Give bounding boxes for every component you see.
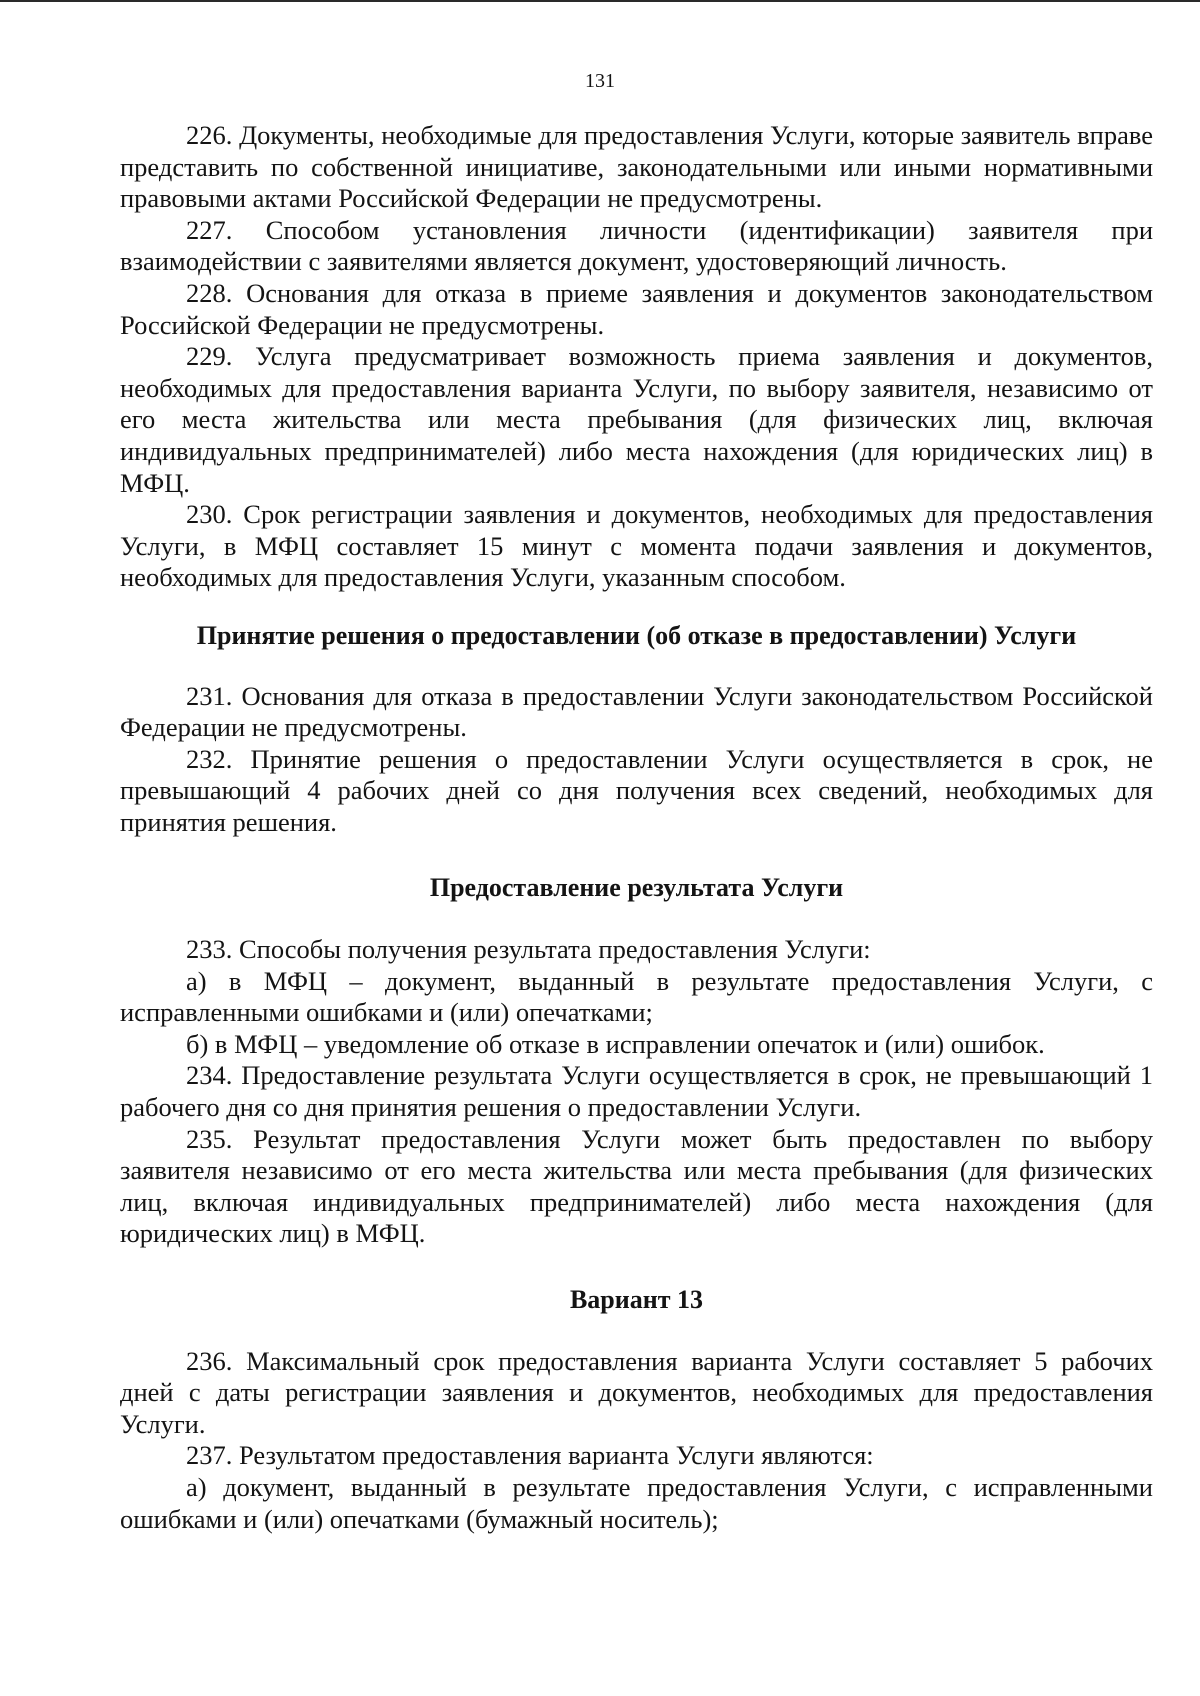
document-body — [120, 120, 1153, 1535]
section-heading-result: Предоставление результата Услуги — [429, 873, 844, 903]
paragraph-231: 231. Основания для отказа в предоставлении Услуги законодательством Российской Федерации не предусмотрены. — [120, 680, 1153, 743]
paragraph-236: 236. Максимальный срок предоставления варианта Услуги составляет 5 рабочих дней с даты регистрации заявления и документов, необходимых для предоставления Услуги. — [120, 1345, 1153, 1439]
paragraph-233-a: а) в МФЦ – документ, выданный в результате предоставления Услуги, с исправленными ошибками и (или) опечатками; — [120, 965, 1153, 1028]
paragraph-232: 232. Принятие решения о предоставлении Услуги осуществляется в срок, не превышающий 4 рабочих дней со дня получения всех сведений, необходимых для принятия решения. — [120, 743, 1153, 837]
paragraph-226: 226. Документы, необходимые для предоставления Услуги, которые заявитель вправе представить по собственной инициативе, законодательными или иными нормативными правовыми актами Российской Федерации не предусмотрены. — [120, 120, 1153, 214]
paragraph-227: 227. Способом установления личности (идентификации) заявителя при взаимодействии с заявителями является документ, удостоверяющий личность. — [120, 214, 1153, 277]
paragraph-237-a: а) документ, выданный в результате предоставления Услуги, с исправленными ошибками и (или) опечатками (бумажный носитель); — [120, 1471, 1153, 1534]
section-heading-variant: Вариант 13 — [569, 1285, 704, 1314]
paragraph-237: 237. Результатом предоставления варианта Услуги являются: — [186, 1440, 874, 1471]
paragraph-234: 234. Предоставление результата Услуги осуществляется в срок, не превышающий 1 рабочего дня со дня принятия решения о предоставлении Услуги. — [120, 1060, 1153, 1123]
paragraph-230: 230. Срок регистрации заявления и документов, необходимых для предоставления Услуги, в МФЦ составляет 15 минут с момента подачи заявления и документов, необходимых для предоставления Услуги, указанным способом. — [120, 499, 1153, 593]
paragraph-233: 233. Способы получения результата предоставления Услуги: — [186, 934, 871, 965]
paragraph-235: 235. Результат предоставления Услуги может быть предоставлен по выбору заявителя независимо от его места жительства или места пребывания (для физических лиц, включая индивидуальных предпринимателей) либо места нахождения (для юридических лиц) в МФЦ. — [120, 1123, 1153, 1249]
paragraph-228: 228. Основания для отказа в приеме заявления и документов законодательством Российской Федерации не предусмотрены. — [120, 277, 1153, 340]
paragraph-233-b: б) в МФЦ – уведомление об отказе в исправлении опечаток и (или) ошибок. — [186, 1028, 1045, 1059]
section-heading-decision: Принятие решения о предоставлении (об отказе в предоставлении) Услуги — [196, 620, 1077, 650]
top-edge-rule — [0, 0, 1200, 2]
paragraph-229: 229. Услуга предусматривает возможность приема заявления и документов, необходимых для предоставления варианта Услуги, по выбору заявителя, независимо от его места жительства или места пребывания (для физических лиц, включая индивидуальных предпринимателей) либо места нахождения (для юридических лиц) в МФЦ. — [120, 341, 1153, 498]
page-number: 131 — [585, 70, 615, 92]
